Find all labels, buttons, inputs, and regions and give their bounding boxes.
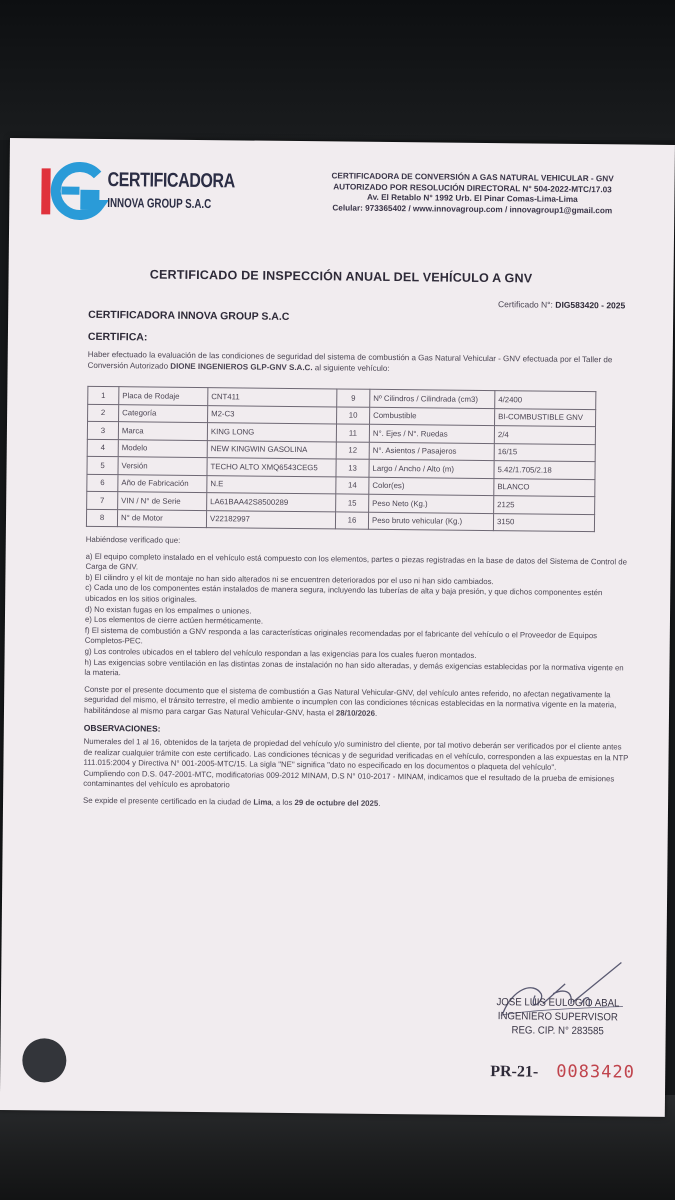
- field-value: 2/4: [494, 426, 595, 445]
- issue-city: Lima: [253, 797, 272, 807]
- field-label: Color(es): [369, 477, 494, 496]
- observations-paragraph-2: Cumpliendo con D.S. 047-2001-MTC, modificatorias 009-2012 MINAM, D.S N° 010-2017 - MINAM, indicamos que el resultado de la prueba de emisiones contaminantes del vehículo es aprobatorio: [83, 768, 615, 790]
- field-label: N°. Ejes / N°. Ruedas: [369, 424, 494, 443]
- field-value: NEW KINGWIN GASOLINA: [207, 440, 336, 459]
- company-name: CERTIFICADORA INNOVA GROUP S.A.C: [88, 308, 290, 323]
- field-value: BI-COMBUSTIBLE GNV: [495, 408, 596, 427]
- conste-paragraph: [84, 685, 629, 722]
- field-value: 2125: [494, 496, 595, 515]
- field-value: KING LONG: [207, 423, 336, 442]
- intro-text-end: al siguiente vehículo:: [312, 363, 390, 373]
- field-label: Peso Neto (Kg.): [369, 494, 494, 513]
- list-item: a) El equipo completo instalado en el vehículo está compuesto con los elementos, partes o piezas registradas en la base de datos del Sistema de Control de Carga de GNV.: [85, 551, 627, 572]
- certificate-body: [83, 535, 631, 812]
- observations-paragraph-1: Numerales del 1 al 16, obtenidos de la tarjeta de propiedad del vehículo y/o suministro del cliente, por tal motivo deberán ser verificados por el cliente antes de realizar cualquier trámite con este certificado. Las condiciones técnicas y de seguridad verificadas en el vehículo, corresponden a las expuestas en la NTP 111.015:2004 y Directiva N° 001-2005-MTC/15. La sigla "NE" significa "dato no especificado en los documentos o plaqueta del vehículo".: [83, 736, 629, 773]
- issue-date: 29 de octubre del 2025: [294, 798, 379, 808]
- field-label: Peso bruto vehicular (Kg.): [368, 512, 493, 531]
- field-label: Año de Fabricación: [118, 474, 207, 492]
- letterhead-line-2: AUTORIZADO POR RESOLUCIÓN DIRECTORAL N° 504-2022-MTC/17.03: [333, 181, 612, 194]
- certificate-page: [0, 138, 675, 1117]
- field-label: Placa de Rodaje: [119, 387, 208, 405]
- verification-list: [84, 551, 630, 684]
- punch-hole: [22, 1038, 66, 1082]
- letterhead: [287, 171, 657, 217]
- field-value: 4/2400: [495, 391, 596, 410]
- document-title: CERTIFICADO DE INSPECCIÓN ANUAL DEL VEHÍCULO A GNV: [149, 267, 533, 286]
- valid-until-date: 28/10/2026: [335, 708, 376, 718]
- field-label: N° de Motor: [117, 509, 206, 527]
- row-number: 7: [87, 491, 118, 509]
- field-label: Marca: [118, 422, 207, 440]
- list-item: h) Las exigencias sobre ventilación en las distintas zonas de instalación no han sido alteradas, y demás exigencias establecidas por la normativa vigente en la materia.: [84, 657, 624, 678]
- field-value: 5.42/1.705/2.18: [494, 461, 595, 480]
- conste-end: .: [374, 708, 378, 718]
- list-item: b) El cilindro y el kit de montaje no han sido alterados ni se encuentren deteriorados por el uso ni han sido cambiados.: [85, 572, 494, 586]
- list-item: e) Los elementos de cierre actúen herméticamente.: [84, 614, 264, 626]
- field-value: LA61BAA42S8500289: [207, 493, 336, 512]
- logo-name: CERTIFICADORA: [107, 169, 235, 193]
- field-label: Nº Cilindros / Cilindrada (cm3): [370, 389, 495, 408]
- field-value: N.E: [207, 475, 336, 494]
- field-value: 16/15: [494, 443, 595, 462]
- field-label: Combustible: [370, 407, 495, 426]
- letterhead-line-3: Av. El Retablo N° 1992 Urb. El Pinar Comas-Lima-Lima: [366, 192, 578, 204]
- row-number: 6: [87, 474, 118, 492]
- field-value: M2-C3: [208, 405, 337, 424]
- field-label: Largo / Ancho / Alto (m): [369, 459, 494, 478]
- vehicle-table: [86, 386, 596, 532]
- ig-logo-icon: [39, 160, 110, 221]
- verified-intro: Habiéndose verificado que:: [85, 534, 181, 545]
- row-number: 12: [336, 441, 369, 459]
- field-value: V22182997: [206, 510, 335, 529]
- row-number: 9: [337, 389, 370, 407]
- form-serial-number: 0083420: [556, 1061, 636, 1083]
- row-number: 1: [88, 386, 119, 404]
- issue-text: Se expide el presente certificado en la ciudad de: [83, 795, 254, 807]
- row-number: 14: [336, 476, 369, 494]
- conste-text: Conste por el presente documento que el sistema de combustión a Gas Natural Vehicular-GNV, del vehículo antes referido, no afectan negativamente la seguridad del mismo, el tránsito terrestre, el medio ambiente o incumplen con las condiciones técnicas establecidas en la normativa vigente en la materia, habilitándose al mismo para cargar Gas Natural Vehicular-GNV, hasta el: [83, 684, 617, 718]
- form-code-prefix: PR-21-: [490, 1063, 539, 1081]
- letterhead-line-4: Celular: 973365402 / www.innovagroup.com / innovagroup1@gmail.com: [332, 202, 613, 215]
- signer-registration: REG. CIP. N° 283585: [511, 1024, 604, 1038]
- row-number: 4: [87, 439, 118, 457]
- field-value: 3150: [493, 513, 594, 532]
- field-value: CNT411: [208, 388, 337, 407]
- workshop-name: DIONE INGENIEROS GLP-GNV S.A.C.: [170, 361, 313, 373]
- logo-subtitle: INNOVA GROUP S.A.C: [107, 195, 212, 212]
- field-value: TECHO ALTO XMQ6543CEG5: [207, 458, 336, 477]
- letterhead-line-1: CERTIFICADORA DE CONVERSIÓN A GAS NATURAL VEHICULAR - GNV: [331, 171, 614, 184]
- issue-end: .: [378, 798, 381, 808]
- row-number: 8: [86, 509, 117, 527]
- field-label: Categoría: [119, 404, 208, 422]
- list-item: c) Cada uno de los componentes están instalados de manera segura, incluyendo las tuberías de alta y baja presión, y que dichos componentes estén ubicados en los sitios originales.: [85, 583, 603, 604]
- intro-paragraph: [88, 349, 628, 377]
- field-label: N°. Asientos / Pasajeros: [369, 442, 494, 461]
- issue-text-mid: , a los: [271, 797, 295, 808]
- row-number: 11: [336, 424, 369, 442]
- list-item: d) No existan fugas en los empalmes o uniones.: [85, 604, 252, 616]
- row-number: 3: [87, 421, 118, 439]
- field-value: BLANCO: [494, 478, 595, 497]
- certifica-heading: CERTIFICA:: [87, 330, 148, 344]
- row-number: 13: [336, 459, 369, 477]
- intro-text: Haber efectuado la evaluación de las condiciones de seguridad del sistema de combustión a Gas Natural Vehicular - GNV efectuada por el Taller de Conversión Autorizado: [87, 349, 613, 371]
- certificate-number-label: Certificado N°:: [498, 299, 554, 310]
- field-label: Modelo: [118, 439, 207, 457]
- certificate-number: [498, 299, 625, 310]
- signer-name: JOSE LUIS EULOGIO ABAL: [496, 996, 620, 1010]
- company-logo: [39, 160, 235, 222]
- signer-role: INGENIERO SUPERVISOR: [497, 1010, 618, 1024]
- field-label: VIN / N° de Serie: [118, 492, 207, 510]
- certificate-number-value: DIG583420 - 2025: [555, 299, 626, 311]
- list-item: g) Los controles ubicados en el tablero del vehículo respondan a las exigencias para los cuales fueron montados.: [84, 646, 477, 660]
- row-number: 15: [336, 494, 369, 512]
- list-item: f) El sistema de combustión a GNV responda a las características originales recomendadas por el fabricante del vehículo o el Proveedor de Equipos Completos-PEC.: [84, 625, 598, 646]
- signer-block: [479, 995, 636, 1039]
- row-number: 2: [88, 404, 119, 422]
- background-top: [0, 0, 675, 140]
- row-number: 5: [87, 456, 118, 474]
- row-number: 16: [335, 511, 368, 529]
- row-number: 10: [337, 406, 370, 424]
- observations-heading: OBSERVACIONES:: [83, 722, 161, 734]
- field-label: Versión: [118, 457, 207, 475]
